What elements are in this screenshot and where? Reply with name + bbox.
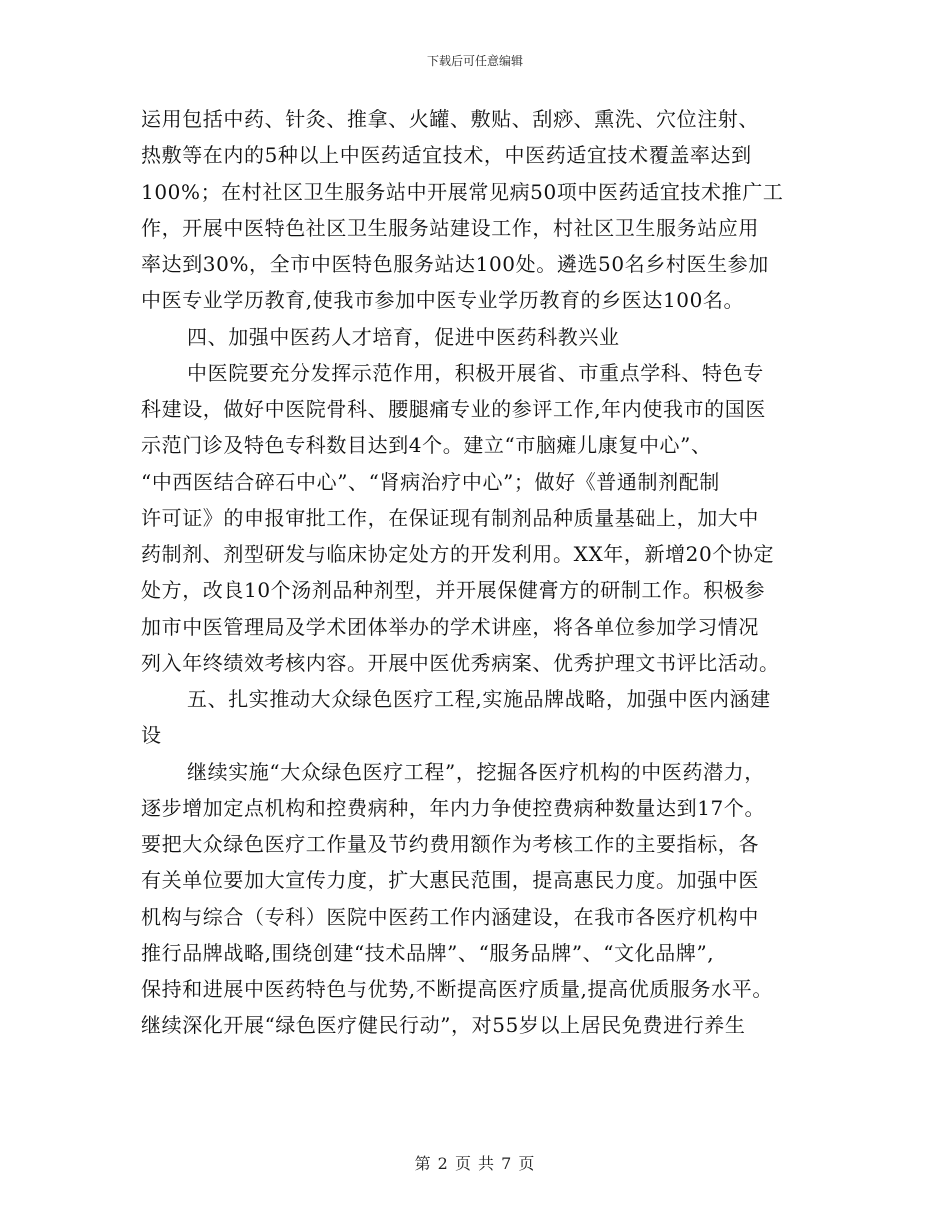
text-line: 推行品牌战略,围绕创建“技术品牌”、“服务品牌”、“文化品牌”, bbox=[141, 940, 715, 965]
text-line: 逐步增加定点机构和控费病种，年内力争使控费病种数量达到17个。 bbox=[141, 795, 766, 820]
text-line: 列入年终绩效考核内容。开展中医优秀病案、优秀护理文书评比活动。 bbox=[141, 650, 780, 675]
text-line: 作，开展中医特色社区卫生服务站建设工作，村社区卫生服务站应用 bbox=[141, 215, 759, 240]
text-line: 继续深化开展“绿色医疗健民行动”，对55岁以上居民免费进行养生 bbox=[141, 1013, 746, 1038]
section-heading-continued: 设 bbox=[141, 723, 162, 748]
text-line: 继续实施“大众绿色医疗工程”，挖掘各医疗机构的中医药潜力， bbox=[187, 759, 765, 784]
text-line: 示范门诊及特色专科数目达到4个。建立“市脑瘫儿康复中心”、 bbox=[141, 433, 712, 458]
page-header: 下载后可任意编辑 bbox=[426, 54, 523, 68]
text-line: 机构与综合（专科）医院中医药工作内涵建设，在我市各医疗机构中 bbox=[141, 904, 759, 929]
text-line: 药制剂、剂型研发与临床协定处方的开发利用。XX年，新增20个协定 bbox=[141, 542, 775, 566]
text-line: 热敷等在内的5种以上中医药适宜技术，中医药适宜技术覆盖率达到 bbox=[141, 143, 752, 168]
text-line: 中医专业学历教育,使我市参加中医专业学历教育的乡医达100名。 bbox=[141, 288, 745, 313]
text-line: 率达到30%，全市中医特色服务站达100处。遴选50名乡村医生参加 bbox=[141, 252, 769, 276]
text-line: 有关单位要加大宣传力度，扩大惠民范围，提高惠民力度。加强中医 bbox=[141, 868, 759, 893]
text-line: 100%；在村社区卫生服务站中开展常见病50项中医药适宜技术推广工 bbox=[141, 179, 784, 204]
text-line: 加市中医管理局及学术团体举办的学术讲座，将各单位参加学习情况 bbox=[141, 614, 759, 639]
text-line: 运用包括中药、针灸、推拿、火罐、敷贴、刮痧、熏洗、穴位注射、 bbox=[141, 107, 759, 131]
section-heading: 四、加强中医药人才培育，促进中医药科教兴业 bbox=[187, 324, 620, 349]
section-heading: 五、扎实推动大众绿色医疗工程,实施品牌战略，加强中医内涵建 bbox=[187, 687, 771, 711]
text-line: 中医院要充分发挥示范作用，积极开展省、市重点学科、特色专 bbox=[187, 360, 764, 385]
text-line: 科建设，做好中医院骨科、腰腿痛专业的参评工作,年内使我市的国医 bbox=[141, 397, 766, 421]
text-line: “中西医结合碎石中心”、“肾病治疗中心”；做好《普通制剂配制 bbox=[141, 469, 720, 494]
document-body bbox=[141, 101, 811, 1044]
page-footer: 第 2 页 共 7 页 bbox=[414, 1154, 536, 1173]
text-line: 许可证》的申报审批工作，在保证现有制剂品种质量基础上，加大中 bbox=[141, 505, 759, 530]
text-line: 要把大众绿色医疗工作量及节约费用额作为考核工作的主要指标，各 bbox=[141, 832, 759, 856]
text-line: 处方，改良10个汤剂品种剂型，并开展保健膏方的研制工作。积极参 bbox=[141, 578, 766, 603]
text-line: 保持和进展中医药特色与优势,不断提高医疗质量,提高优质服务水平。 bbox=[141, 977, 773, 1001]
